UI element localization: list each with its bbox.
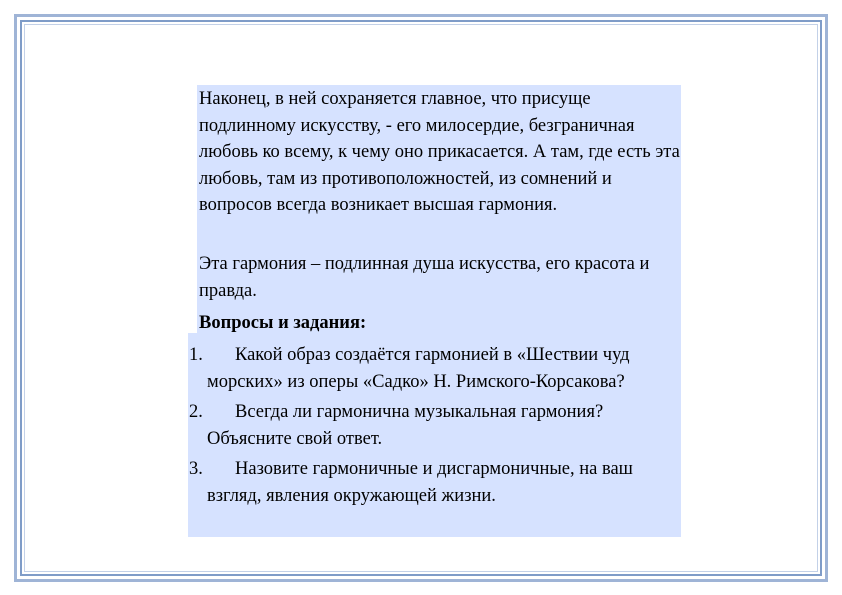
question-text: Какой образ создаётся гармонией в «Шествии чуд морских» из оперы «Садко» Н. Римского-Корсакова? (207, 345, 630, 392)
questions-heading: Вопросы и задания: (199, 313, 367, 333)
list-item (189, 456, 681, 509)
questions-list (189, 342, 681, 510)
question-number: 3. (189, 459, 203, 480)
question-number: 1. (189, 345, 203, 365)
list-item (189, 342, 681, 395)
paragraph-2: Эта гармония – подлинная душа искусства, его красота и правда. (199, 254, 650, 301)
question-text: Назовите гармоничные и дисгармоничные, на ваш взгляд, явления окружающей жизни. (207, 459, 633, 506)
paragraph-1: Наконец, в ней сохраняется главное, что присуще подлинному искусству, - его милосердие, безграничная любовь ко всему, к чему оно прикасается. А там, где есть эта любовь, там из противоположностей, из сомнений и вопросов всегда возникает высшая гармония. (199, 89, 680, 216)
question-number: 2. (189, 402, 203, 423)
list-item (189, 399, 681, 452)
question-text: Всегда ли гармонична музыкальная гармония? Объясните свой ответ. (207, 402, 604, 449)
